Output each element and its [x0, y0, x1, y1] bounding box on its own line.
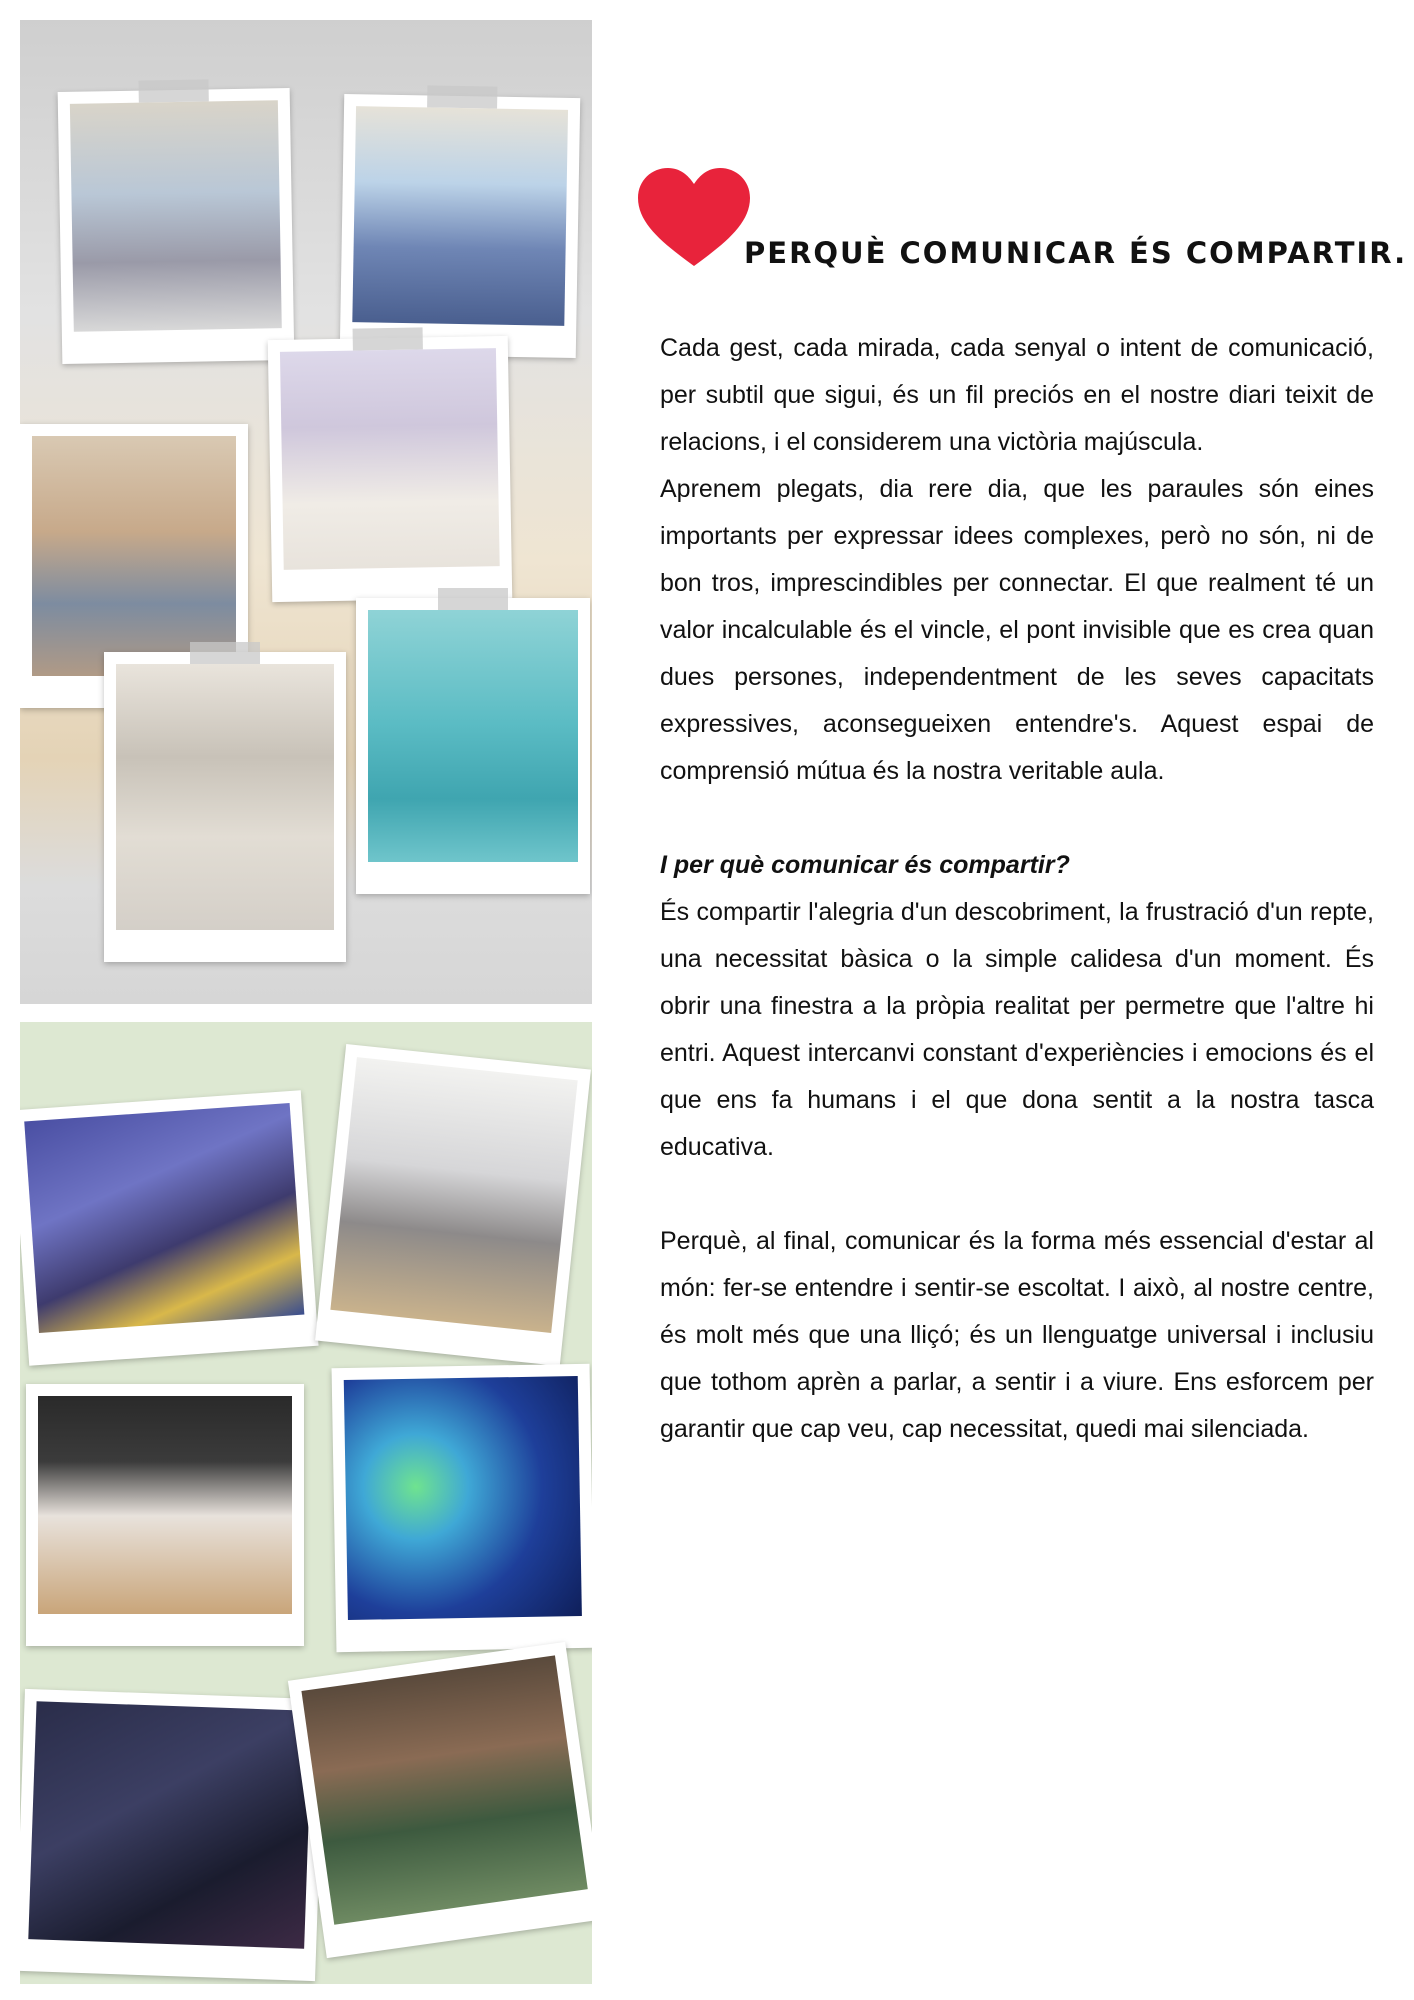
- tape-decoration: [138, 79, 208, 102]
- tape-decoration: [438, 588, 508, 610]
- photo-child-sensory-room: [20, 1689, 325, 1981]
- paragraph-intro: Cada gest, cada mirada, cada senyal o intent de comunicació, per subtil que sigui, és un fil preciós en el nostre diari teixit de relacions, i el considerem una victòria majúscula.: [660, 334, 1374, 456]
- spacer: [660, 795, 1374, 842]
- photo-boy-stacking-rings: [315, 1044, 591, 1366]
- photo-girl-with-teacher: [268, 336, 513, 602]
- photo-children-with-teacher-board: [26, 1384, 304, 1646]
- heart-icon: [636, 168, 752, 268]
- photo-classroom-tables: [104, 652, 346, 962]
- photo-collage-bottom: [20, 1022, 592, 1984]
- heart-shape: [638, 168, 750, 266]
- photo-boy-in-pool: [356, 598, 590, 894]
- photo-boy-glowing-balls: [332, 1364, 592, 1652]
- paragraph-learning: Aprenem plegats, dia rere dia, que les paraules són eines importants per expressar idees complexes, però no són, ni de bon tros, imprescindibles per connectar. El que realment té un valor incalculable és el vincle, el pont invisible que es crea quan dues persones, independentment de les seves capacitats expressives, aconsegueixen entendre's. Aquest espai de comprensió mútua és la nostra veritable aula.: [660, 475, 1374, 785]
- photo-boy-brushing-teeth: [340, 94, 581, 358]
- tape-decoration: [190, 642, 260, 664]
- spacer: [660, 1171, 1374, 1218]
- photo-collage-top: [20, 20, 592, 1004]
- photo-boy-crawling: [288, 1642, 592, 1958]
- photo-boy-thumbs-up: [58, 88, 295, 364]
- paragraph-conclusion: Perquè, al final, comunicar és la forma més essencial d'estar al món: fer-se entendre i sentir-se escoltat. I això, al nostre centre, és molt més que una lliçó; és un llenguatge universal i inclusiu que tothom aprèn a parlar, a sentir i a viure. Ens esforcem per garantir que cap veu, cap necessitat, quedi mai silenciada.: [660, 1227, 1374, 1443]
- photo-children-sensory-light: [20, 1090, 319, 1366]
- tape-decoration: [353, 327, 423, 350]
- tape-decoration: [427, 85, 497, 108]
- page-title: PERQUÈ COMUNICAR ÉS COMPARTIR.: [744, 236, 1408, 270]
- paragraph-sharing: És compartir l'alegria d'un descobriment, la frustració d'un repte, una necessitat bàsica o la simple calidesa d'un moment. És obrir una finestra a la pròpia realitat per permetre que l'altre hi entri. Aquest intercanvi constant d'experiències i emocions és el que ens fa humans i el que dona sentit a la nostra tasca educativa.: [660, 898, 1374, 1161]
- section-question: I per què comunicar és compartir?: [660, 851, 1070, 879]
- article-body: [660, 325, 1374, 1453]
